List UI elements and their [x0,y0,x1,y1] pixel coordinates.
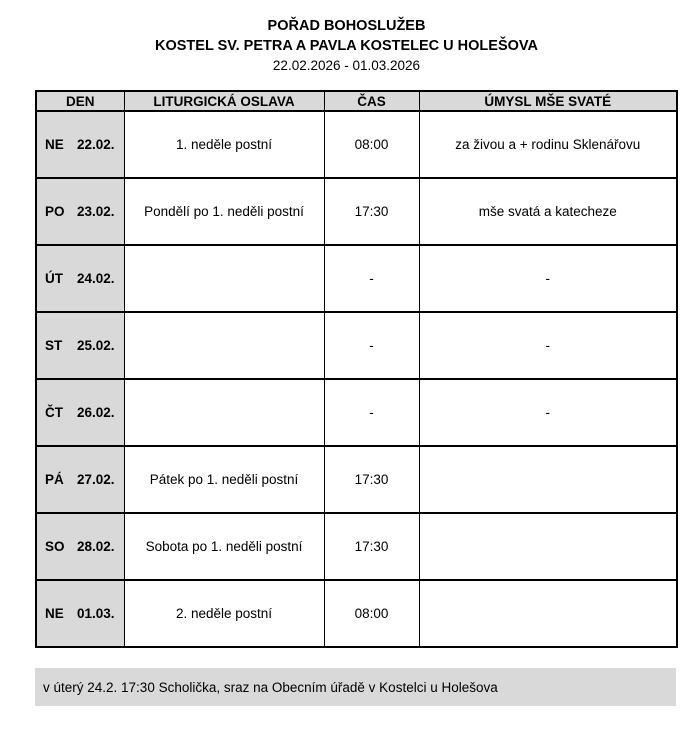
liturgy-cell: Pondělí po 1. neděli postní [124,178,324,245]
intention-cell: mše svatá a katecheze [419,178,677,245]
day-date: 28.02. [77,539,115,554]
time-cell: - [324,245,419,312]
day-date: 22.02. [77,137,115,152]
day-abbr: PO [45,204,65,219]
col-header-intention: ÚMYSL MŠE SVATÉ [419,91,677,111]
day-date: 01.03. [77,606,115,621]
day-date: 23.02. [77,204,115,219]
liturgy-cell [124,312,324,379]
liturgy-cell: 1. neděle postní [124,111,324,178]
table-row [36,513,677,580]
time-cell: - [324,379,419,446]
time-cell: 17:30 [324,446,419,513]
day-cell [36,111,124,178]
intention-cell: - [419,245,677,312]
table-row [36,245,677,312]
footer-note: v úterý 24.2. 17:30 Scholička, sraz na Obecním úřadě v Kostelci u Holešova [35,668,676,706]
table-row [36,446,677,513]
col-header-time: ČAS [324,91,419,111]
day-cell [36,580,124,647]
liturgy-cell: 2. neděle postní [124,580,324,647]
day-cell [36,178,124,245]
time-cell: 08:00 [324,580,419,647]
time-cell: 17:30 [324,513,419,580]
table-row [36,580,677,647]
table-row [36,111,677,178]
day-cell [36,446,124,513]
day-abbr: ST [45,338,63,353]
day-date: 25.02. [77,338,115,353]
day-cell [36,312,124,379]
intention-cell: - [419,379,677,446]
day-abbr: SO [45,539,65,554]
day-cell [36,245,124,312]
page-title: POŘAD BOHOSLUŽEB [267,18,426,34]
day-cell [36,379,124,446]
table-row [36,379,677,446]
day-date: 24.02. [77,271,115,286]
time-cell: - [324,312,419,379]
intention-cell [419,446,677,513]
day-date: 26.02. [77,405,115,420]
day-cell [36,513,124,580]
schedule-table [35,90,678,648]
day-abbr: ČT [45,405,63,420]
header-row [36,91,677,111]
table-row [36,312,677,379]
col-header-liturgy: LITURGICKÁ OSLAVA [124,91,324,111]
intention-cell [419,580,677,647]
liturgy-cell [124,379,324,446]
intention-cell [419,513,677,580]
liturgy-cell: Pátek po 1. neděli postní [124,446,324,513]
table-row [36,178,677,245]
col-header-den: DEN [36,91,124,111]
day-abbr: NE [45,137,64,152]
church-name: KOSTEL SV. PETRA A PAVLA KOSTELEC U HOLEŠOVA [155,38,538,54]
date-range: 22.02.2026 - 01.03.2026 [272,58,421,73]
liturgy-cell: Sobota po 1. neděli postní [124,513,324,580]
time-cell: 17:30 [324,178,419,245]
intention-cell: za živou a + rodinu Sklenářovu [419,111,677,178]
page-header [0,16,693,76]
liturgy-cell [124,245,324,312]
day-abbr: ÚT [45,271,63,286]
day-abbr: NE [45,606,64,621]
intention-cell: - [419,312,677,379]
day-abbr: PÁ [45,472,64,487]
day-date: 27.02. [77,472,115,487]
time-cell: 08:00 [324,111,419,178]
